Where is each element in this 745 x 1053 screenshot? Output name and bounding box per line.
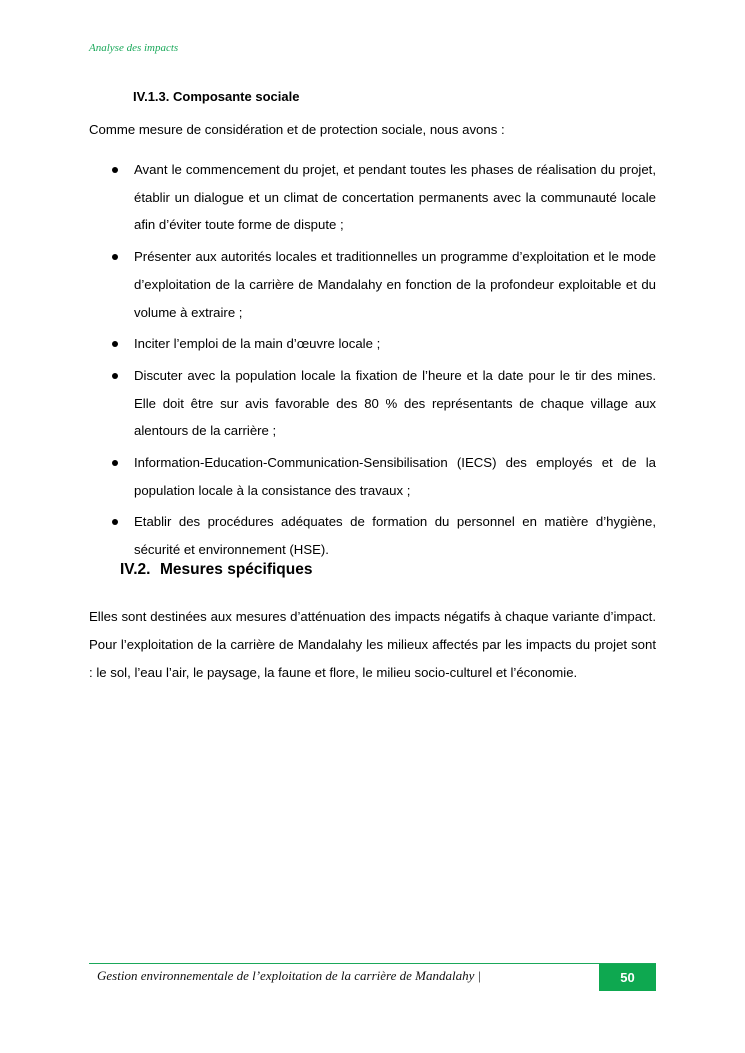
list-item-text: Information-Education-Communication-Sensibilisation (IECS) des employés et de la population locale à la consistance des travaux ; [134,455,656,498]
measures-list [89,156,656,568]
body-paragraph: Elles sont destinées aux mesures d’atténuation des impacts négatifs à chaque variante d’impact. Pour l’exploitation de la carrière de Mandalahy les milieux affectés par les impacts du projet sont : le sol, l’eau l’air, le paysage, la faune et flore, le milieu socio-culturel et l’économie. [89,609,656,680]
bullet-icon [112,254,118,260]
list-item [89,156,656,239]
list-item-text: Inciter l’emploi de la main d’œuvre locale ; [134,336,381,352]
list-item [89,449,656,504]
bullet-icon [112,341,118,347]
section-number: IV.2. [120,561,151,578]
list-item [89,330,656,358]
footer-title: Gestion environnementale de l’exploitation de la carrière de Mandalahy | [97,968,482,983]
bullet-icon [112,167,118,173]
bullet-icon [112,519,118,525]
list-item-text: Etablir des procédures adéquates de formation du personnel en matière d’hygiène, sécurité et environnement (HSE). [134,514,656,558]
running-header: Analyse des impacts [89,42,179,54]
section-title: Mesures spécifiques [160,561,313,578]
list-item-text: Avant le commencement du projet, et pendant toutes les phases de réalisation du projet, établir un dialogue et un climat de concertation permanents avec la communauté locale afin d’éviter toute forme de dispute ; [134,162,656,233]
bullet-icon [112,460,118,466]
list-item [89,362,656,445]
bullet-icon [112,373,118,379]
intro-paragraph: Comme mesure de considération et de protection sociale, nous avons : [89,122,505,137]
footer-divider [89,963,656,964]
list-item-text: Discuter avec la population locale la fixation de l’heure et la date pour le tir des mines. Elle doit être sur avis favorable des 80 % des représentants de chaque village aux alentours de la carrière ; [134,367,656,439]
list-item-text: Présenter aux autorités locales et traditionnelles un programme d’exploitation et le mode d’exploitation de la carrière de Mandalahy en fonction de la profondeur exploitable et du volume à extraire ; [134,249,656,320]
subsection-heading: IV.1.3. Composante sociale [133,89,300,104]
page-number: 50 [620,970,635,985]
list-item [89,243,656,326]
section-heading [120,561,312,579]
list-item [89,508,656,563]
page-number-badge [599,964,656,991]
